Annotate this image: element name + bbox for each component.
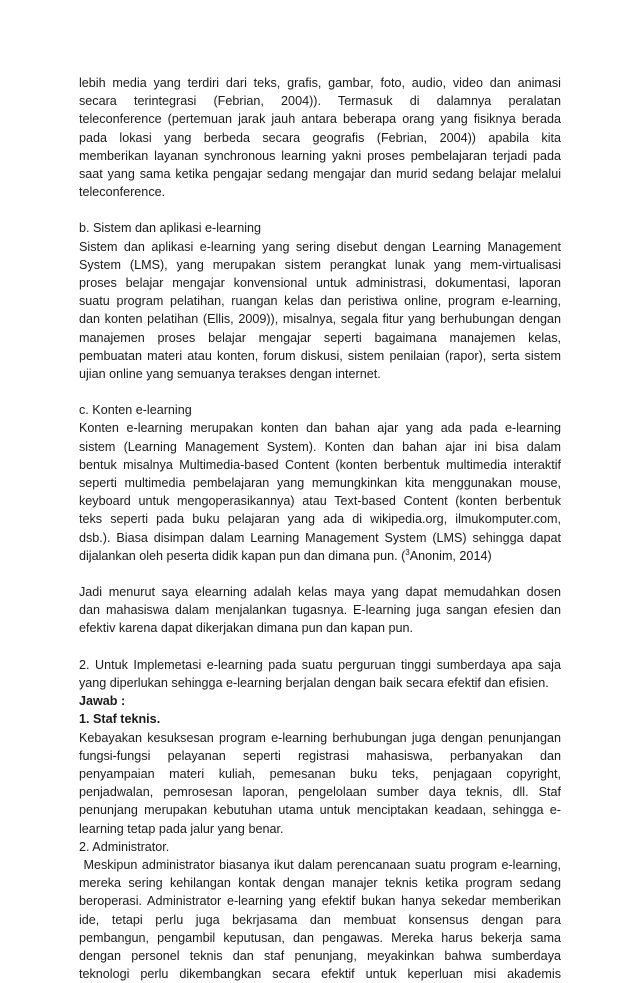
text-line: teleconference. bbox=[79, 185, 166, 200]
text-line: teleconference (pertemuan jarak jauh antara beberapa orang yang fisiknya berada bbox=[79, 112, 561, 127]
subheading-admin: 2. Administrator. bbox=[79, 839, 170, 854]
text-line: secara terintegrasi (Febrian, 2004)). Termasuk di dalamnya peralatan bbox=[79, 94, 561, 109]
text-line: Jadi menurut saya elearning adalah kelas maya yang dapat memudahkan dosen bbox=[79, 585, 561, 600]
question-2 bbox=[79, 656, 561, 983]
text-line: Konten e-learning merupakan konten dan bahan ajar yang ada pada e-learning bbox=[79, 421, 561, 436]
subheading-staf: 1. Staf teknis. bbox=[79, 712, 161, 727]
text-line: saat yang sama ketika pengajar sedang mengajar dan murid sedang belajar melalui bbox=[79, 167, 561, 182]
section-heading: c. Konten e-learning bbox=[79, 403, 192, 418]
text-line: lebih media yang terdiri dari teks, grafis, gambar, foto, audio, video dan animasi bbox=[79, 76, 561, 90]
text-fragment: Anonim, 2014) bbox=[409, 548, 492, 563]
text-fragment: dijalankan oleh peserta didik kapan pun dan dimana pun. ( bbox=[79, 548, 406, 563]
section-b bbox=[79, 219, 561, 383]
text-line: manajemen proses belajar mengajar seperti bagaimana manajemen kelas, bbox=[79, 330, 561, 345]
text-line: penunjang merupakan kebutuhan utama untuk menciptakan keadaan, sehingga e- bbox=[79, 803, 561, 818]
section-c bbox=[79, 401, 561, 565]
text-line: pembangun, pengambil keputusan, dan pengawas. Mereka harus bekerja sama bbox=[79, 930, 561, 945]
text-line: learning tetap pada jalur yang benar. bbox=[79, 821, 284, 836]
text-line: bentuk misalnya Multimedia-based Content (konten berbentuk multimedia interaktif bbox=[79, 457, 561, 472]
text-line: mereka sering kehilangan kontak dengan manajer teknis ketika program sedang bbox=[79, 876, 561, 891]
text-line: Meskipun administrator biasanya ikut dalam perencanaan suatu program e-learning, bbox=[79, 857, 561, 872]
text-line: penjadwalan, pemrosesan laporan, pengelolaan sumber daya teknis, dll. Staf bbox=[79, 785, 561, 800]
citation-superscript: 3 bbox=[405, 547, 410, 557]
text-line: fungsi-fungsi pelayanan seperti registrasi mahasiswa, perbanyakan dan bbox=[79, 748, 561, 763]
text-line: dan mahasiswa dalam menjalankan tugasnya. E-learning juga sangan efesien dan bbox=[79, 603, 561, 618]
text-line: beroperasi. Administrator e-learning yang efektif bukan hanya sekedar memberikan bbox=[79, 894, 561, 909]
text-line: dengan personel teknis dan staf penunjang, meyakinkan bahwa sumberdaya bbox=[79, 948, 561, 963]
answer-label: Jawab : bbox=[79, 694, 126, 709]
text-line: suatu program pelatihan, ruangan kelas dan peristiwa online, program e-learning, bbox=[79, 294, 561, 309]
paragraph-conclusion bbox=[79, 583, 561, 638]
text-line: penyampaian materi kuliah, pemesanan buku teks, penjagaan copyright, bbox=[79, 766, 561, 781]
document-page bbox=[79, 74, 561, 983]
text-line: Kebayakan kesuksesan program e-learning berhubungan juga dengan penunjangan bbox=[79, 730, 561, 745]
text-line: keyboard untuk mengoperasikannya) atau Text-based Content (konten berbentuk bbox=[79, 494, 561, 509]
text-line: memberikan layanan synchronous learning yakni proses pembelajaran terjadi pada bbox=[79, 148, 561, 163]
paragraph-intro bbox=[79, 74, 561, 201]
text-line: proses belajar mengajar konvensional untuk administrasi, dokumentasi, laporan bbox=[79, 276, 561, 291]
text-line: teks seperti pada buku pelajaran yang ada di wikipedia.org, ilmukomputer.com, bbox=[79, 512, 561, 527]
text-line: ujian online yang semuanya terakses dengan internet. bbox=[79, 367, 381, 382]
text-line: 2. Untuk Implemetasi e-learning pada suatu perguruan tinggi sumberdaya apa saja bbox=[79, 657, 561, 672]
text-line: Sistem dan aplikasi e-learning yang sering disebut dengan Learning Management bbox=[79, 239, 561, 254]
text-line: dan konten pelatihan (Ellis, 2009)), misalnya, segala fitur yang berhubungan dengan bbox=[79, 312, 561, 327]
text-line bbox=[79, 547, 561, 565]
section-heading: b. Sistem dan aplikasi e-learning bbox=[79, 221, 262, 236]
text-line: pembuatan materi atau konten, forum diskusi, sistem penilaian (rapor), serta sistem bbox=[79, 348, 561, 363]
text-line: sistem (Learning Management System). Konten dan bahan ajar ini bisa dalam bbox=[79, 439, 561, 454]
text-line: teknologi perlu dikembangkan secara efektif untuk keperluan misi akademis bbox=[79, 967, 561, 982]
text-line: efektiv karena dapat dikerjakan dimana pun dan kapan pun. bbox=[79, 621, 413, 636]
text-line: dsb.). Biasa disimpan dalam Learning Management System (LMS) sehingga dapat bbox=[79, 530, 561, 545]
text-line: System (LMS), yang merupakan sistem perangkat lunak yang mem-virtualisasi bbox=[79, 257, 561, 272]
text-line: ide, tetapi perlu juga bekrjasama dan membuat konsensus dengan para bbox=[79, 912, 561, 927]
text-line: yang diperlukan sehingga e-learning berjalan dengan baik secara efektif dan efisien. bbox=[79, 675, 549, 690]
text-line: pada lokasi yang berbeda secara geografis (Febrian, 2004)) apabila kita bbox=[79, 130, 561, 145]
text-line: seperti multimedia pembelajaran yang memungkinkan kita menggunakan mouse, bbox=[79, 476, 561, 491]
